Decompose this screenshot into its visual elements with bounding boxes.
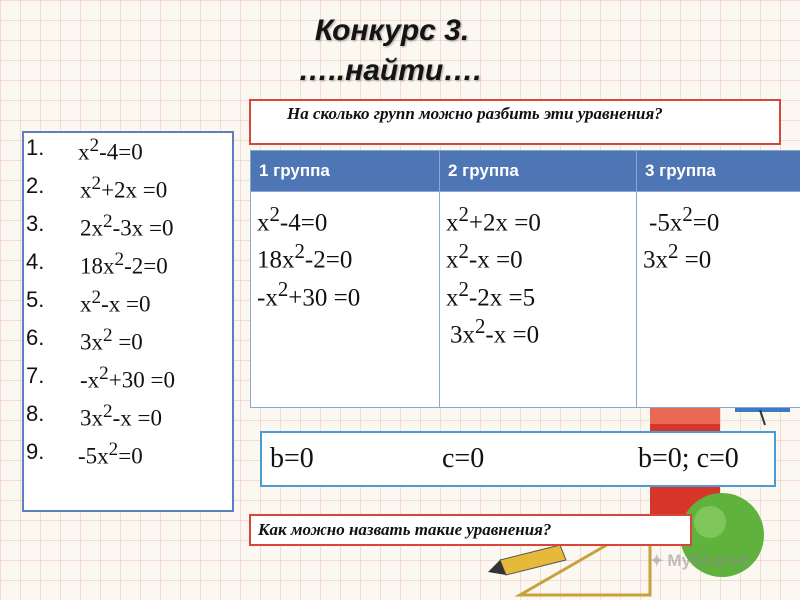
condition-b-zero: b=0 — [270, 443, 314, 474]
header-group-1: 1 группа — [251, 151, 440, 192]
equation-lead: 2x — [80, 215, 103, 241]
equation-number: 1. — [26, 135, 45, 160]
equation-lead: x — [78, 139, 90, 165]
share-icon: ✦ — [650, 553, 664, 570]
equation-lead: -x — [80, 367, 100, 393]
conditions-box — [260, 431, 776, 487]
group-equation: $-5x^2=0$ — [649, 202, 720, 237]
equation-exponent: 2 — [103, 325, 113, 346]
group-2-cell — [440, 192, 637, 408]
watermark — [650, 551, 749, 571]
group-equation: $3x^2 =0$ — [643, 239, 712, 274]
group-equation: $x^2-x =0$ — [446, 239, 523, 274]
equation-number: 7. — [26, 363, 45, 388]
equation-number: 6. — [26, 325, 45, 350]
group-equation: $18x^2-2=0$ — [257, 239, 353, 274]
equation-tail: =0 — [118, 443, 143, 469]
equation-number: 5. — [26, 287, 45, 312]
equation-lead: -5x — [78, 443, 109, 469]
equation-number: 8. — [26, 401, 45, 426]
equation-exponent: 2 — [114, 249, 125, 270]
equation-exponent: 2 — [108, 439, 119, 460]
prompt-box: Как можно назвать такие уравнения? — [249, 514, 692, 546]
header-group-2: 2 группа — [440, 151, 637, 192]
question-box: На сколько групп можно разбить эти уравнения? — [249, 99, 781, 145]
equation-tail: =0 — [112, 329, 143, 355]
equation-tail: +2x =0 — [101, 177, 168, 203]
equation-number: 3. — [26, 211, 45, 236]
equation-exponent: 2 — [103, 401, 113, 422]
watermark-text: MyShared — [667, 551, 749, 570]
equation-number: 2. — [26, 173, 45, 198]
condition-c-zero: c=0 — [442, 443, 485, 474]
equation-tail: -x =0 — [112, 405, 162, 431]
equation-tail: -3x =0 — [112, 215, 174, 241]
equation-lead: x — [80, 177, 92, 203]
equation-lead: 3x — [80, 329, 103, 355]
equation-exponent: 2 — [103, 211, 113, 232]
group-equation: $3x^2-x =0$ — [450, 313, 540, 349]
table-header-row — [251, 151, 800, 192]
equation-exponent: 2 — [91, 287, 102, 308]
equation-lead: 18x — [80, 253, 115, 279]
table-row — [251, 192, 800, 408]
group-equation: $x^2-4=0$ — [257, 202, 328, 237]
decor-pencil — [500, 545, 566, 575]
equation-exponent: 2 — [91, 173, 102, 194]
group-equation: $x^2+2x =0$ — [446, 202, 541, 237]
equation-tail: +30 =0 — [108, 367, 175, 393]
equation-number: 4. — [26, 249, 45, 274]
equation-tail: -2=0 — [124, 253, 168, 279]
equation-exponent: 2 — [99, 363, 109, 384]
equation-lead: x — [80, 291, 92, 317]
equation-list — [22, 131, 234, 512]
page-title: Конкурс 3. — [314, 14, 470, 47]
group-1-cell — [251, 192, 440, 408]
equation-lead: 3x — [80, 405, 103, 431]
equation-exponent: 2 — [89, 135, 100, 156]
condition-b-c-zero: b=0; c=0 — [638, 443, 739, 474]
groups-table — [250, 150, 800, 408]
equation-number: 9. — [26, 439, 45, 464]
page-subtitle: …..найти…. — [298, 54, 482, 87]
header-group-3: 3 группа — [637, 151, 800, 192]
group-equation: $x^2-2x =5$ — [446, 276, 536, 311]
group-3-cell — [637, 192, 800, 408]
group-equation: $-x^2+30 =0$ — [257, 276, 361, 311]
equation-tail: -x =0 — [101, 291, 151, 317]
equation-tail: -4=0 — [99, 139, 143, 165]
